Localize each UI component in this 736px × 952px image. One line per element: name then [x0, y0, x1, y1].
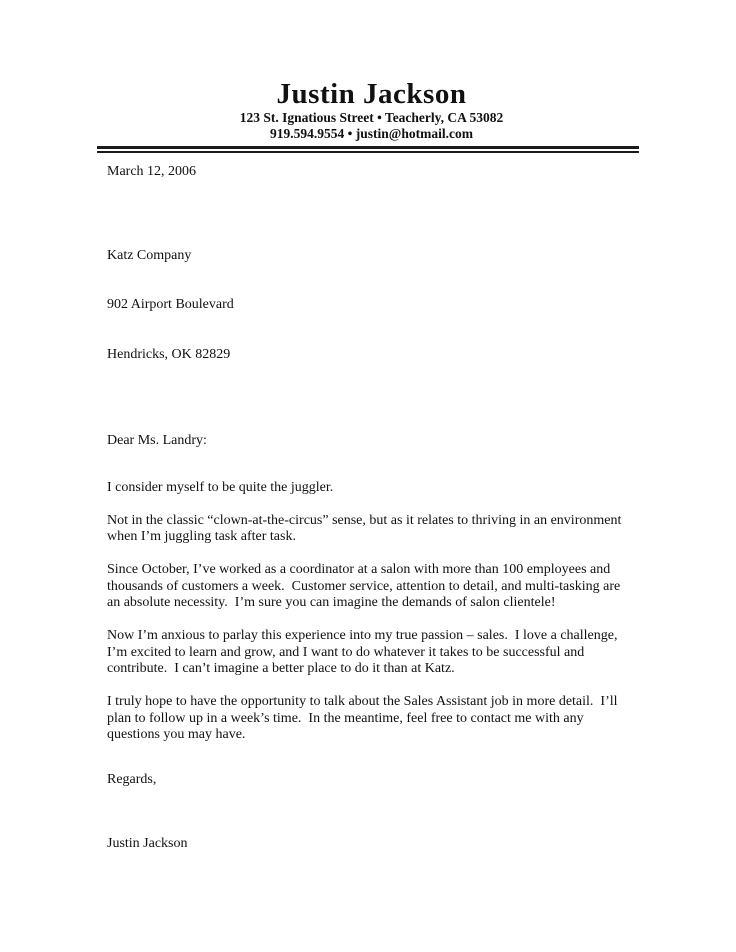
signature-name: Justin Jackson: [107, 836, 188, 851]
body-paragraph: Not in the classic “clown-at-the-circus” sense, but as it relates to thriving in an environment when I’m juggling task after task.: [107, 512, 625, 544]
recipient-street: 902 Airport Boulevard: [107, 297, 234, 312]
letter-date: March 12, 2006: [107, 164, 197, 179]
body-paragraph: I truly hope to have the opportunity to talk about the Sales Assistant job in more detail. I’ll plan to follow up in a week’s time. In the meantime, feel free to contact me with any questions you may have.: [107, 694, 622, 742]
recipient-company: Katz Company: [107, 247, 192, 263]
letterhead: [107, 78, 636, 141]
body-paragraph: Since October, I’ve worked as a coordinator at a salon with more than 100 employees and thousands of customers a week. Customer service, attention to detail, and multi-tasking are an absolute necessity. I’m sure you can imagine the demands of salon clientele!: [107, 562, 624, 610]
sender-address: 123 St. Ignatious Street • Teacherly, CA 53082: [239, 110, 504, 125]
recipient-city-state-zip: Hendricks, OK 82829: [107, 346, 231, 362]
sender-phone-email: 919.594.9554 • justin@hotmail.com: [270, 125, 473, 141]
body-paragraph: I consider myself to be quite the juggler.: [107, 479, 334, 495]
header-double-rule: [97, 146, 639, 153]
recipient-address-block: [107, 215, 636, 397]
closing-valediction: Regards,: [107, 771, 157, 787]
sender-name: Justin Jackson: [276, 78, 467, 110]
body-paragraph: Now I’m anxious to parlay this experience into my true passion – sales. I love a challenge, I’m excited to learn and grow, and I want to do whatever it takes to be successful and contribute. I can’t imagine a better place to do it than at Katz.: [107, 628, 621, 676]
salutation: Dear Ms. Landry:: [107, 433, 207, 448]
